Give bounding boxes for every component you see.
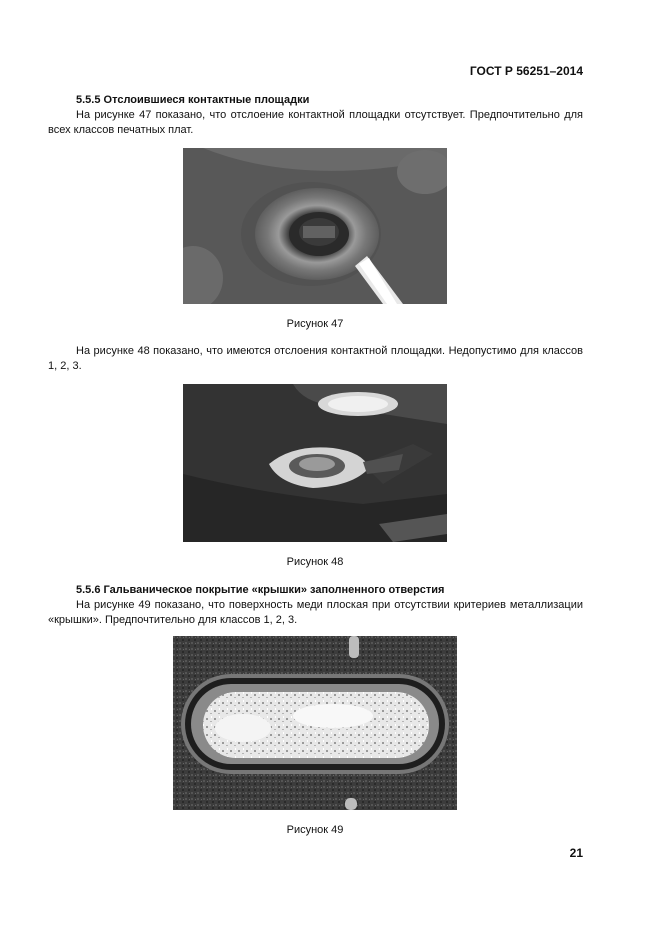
figure-48-caption: Рисунок 48 (286, 556, 344, 568)
section-heading-5-5-6: 5.5.6 Гальваническое покрытие «крышки» заполненного отверстия (76, 584, 445, 596)
figure-47-description: На рисунке 47 показано, что отслоение контактной площадки отсутствует. Предпочтительно для всех классов печатных плат. (48, 109, 583, 136)
figure-47-caption: Рисунок 47 (286, 318, 344, 330)
section-heading-5-5-5: 5.5.5 Отслоившиеся контактные площадки (76, 94, 310, 106)
figure-47-photo (183, 148, 447, 304)
figure-49-description: На рисунке 49 показано, что поверхность меди плоская при отсутствии критериев металлизации «крышки». Предпочтительно для классов 1, 2, 3. (48, 599, 583, 626)
figure-49-photo (173, 636, 457, 810)
figure-48-description: На рисунке 48 показано, что имеются отслоения контактной площадки. Недопустимо для классов 1, 2, 3. (48, 345, 583, 372)
figure-49-caption: Рисунок 49 (286, 824, 344, 836)
page-number: 21 (569, 846, 583, 860)
figure-48-photo (183, 384, 447, 542)
document-standard-number: ГОСТ Р 56251–2014 (469, 64, 583, 78)
